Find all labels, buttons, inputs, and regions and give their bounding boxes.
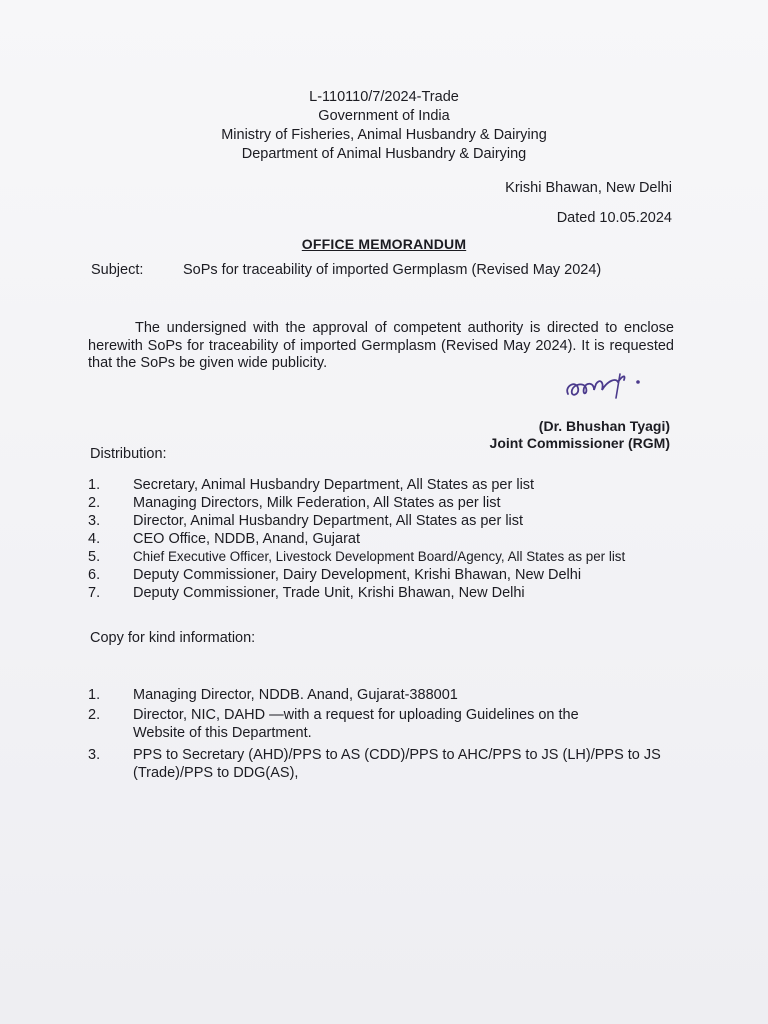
subject-text: SoPs for traceability of imported Germplasm (Revised May 2024) xyxy=(183,262,602,278)
list-item: 6. Deputy Commissioner, Dairy Development, Krishi Bhawan, New Delhi xyxy=(88,567,582,583)
signatory-designation: Joint Commissioner (RGM) xyxy=(489,435,670,451)
signatory-name: (Dr. Bhushan Tyagi) xyxy=(538,418,670,434)
list-item: 7. Deputy Commissioner, Trade Unit, Krishi Bhawan, New Delhi xyxy=(88,585,525,601)
distribution-list xyxy=(88,476,678,602)
body-paragraph: The undersigned with the approval of competent authority is directed to enclose herewith SoPs for traceability of imported Germplasm (Revised May 2024). It is requested that the SoPs be given wide publicity. xyxy=(88,320,674,371)
ministry-line: Ministry of Fisheries, Animal Husbandry & Dairying xyxy=(221,127,547,143)
place-line: Krishi Bhawan, New Delhi xyxy=(505,180,672,196)
list-item: 1. Managing Director, NDDB. Anand, Gujarat-388001 xyxy=(88,687,458,703)
signature xyxy=(558,368,658,411)
distribution-label: Distribution: xyxy=(90,446,167,462)
government-line: Government of India xyxy=(318,108,450,124)
subject-label: Subject: xyxy=(91,262,144,278)
list-item: 2. Director, NIC, DAHD —with a request for uploading Guidelines on the Website of this Department. xyxy=(88,707,579,741)
list-item: 5. Chief Executive Officer, Livestock Development Board/Agency, All States as per list xyxy=(88,549,626,565)
memo-title: OFFICE MEMORANDUM xyxy=(301,236,467,252)
list-item: 2. Managing Directors, Milk Federation, All States as per list xyxy=(88,495,501,511)
department-line: Department of Animal Husbandry & Dairying xyxy=(241,146,527,162)
list-item: 3. Director, Animal Husbandry Department, All States as per list xyxy=(88,513,524,529)
list-item: 3. PPS to Secretary (AHD)/PPS to AS (CDD)/PPS to AHC/PPS to JS (LH)/PPS to JS (Trade)/PPS to DDG(AS), xyxy=(88,747,661,781)
reference-number: L-110110/7/2024-Trade xyxy=(309,89,459,105)
copy-label: Copy for kind information: xyxy=(90,630,256,646)
list-item: 1. Secretary, Animal Husbandry Department, All States as per list xyxy=(88,477,535,493)
list-item: 4. CEO Office, NDDB, Anand, Gujarat xyxy=(88,531,360,547)
copy-list xyxy=(88,686,668,782)
date-line: Dated 10.05.2024 xyxy=(556,210,672,226)
handwritten-signature-icon xyxy=(558,368,658,406)
